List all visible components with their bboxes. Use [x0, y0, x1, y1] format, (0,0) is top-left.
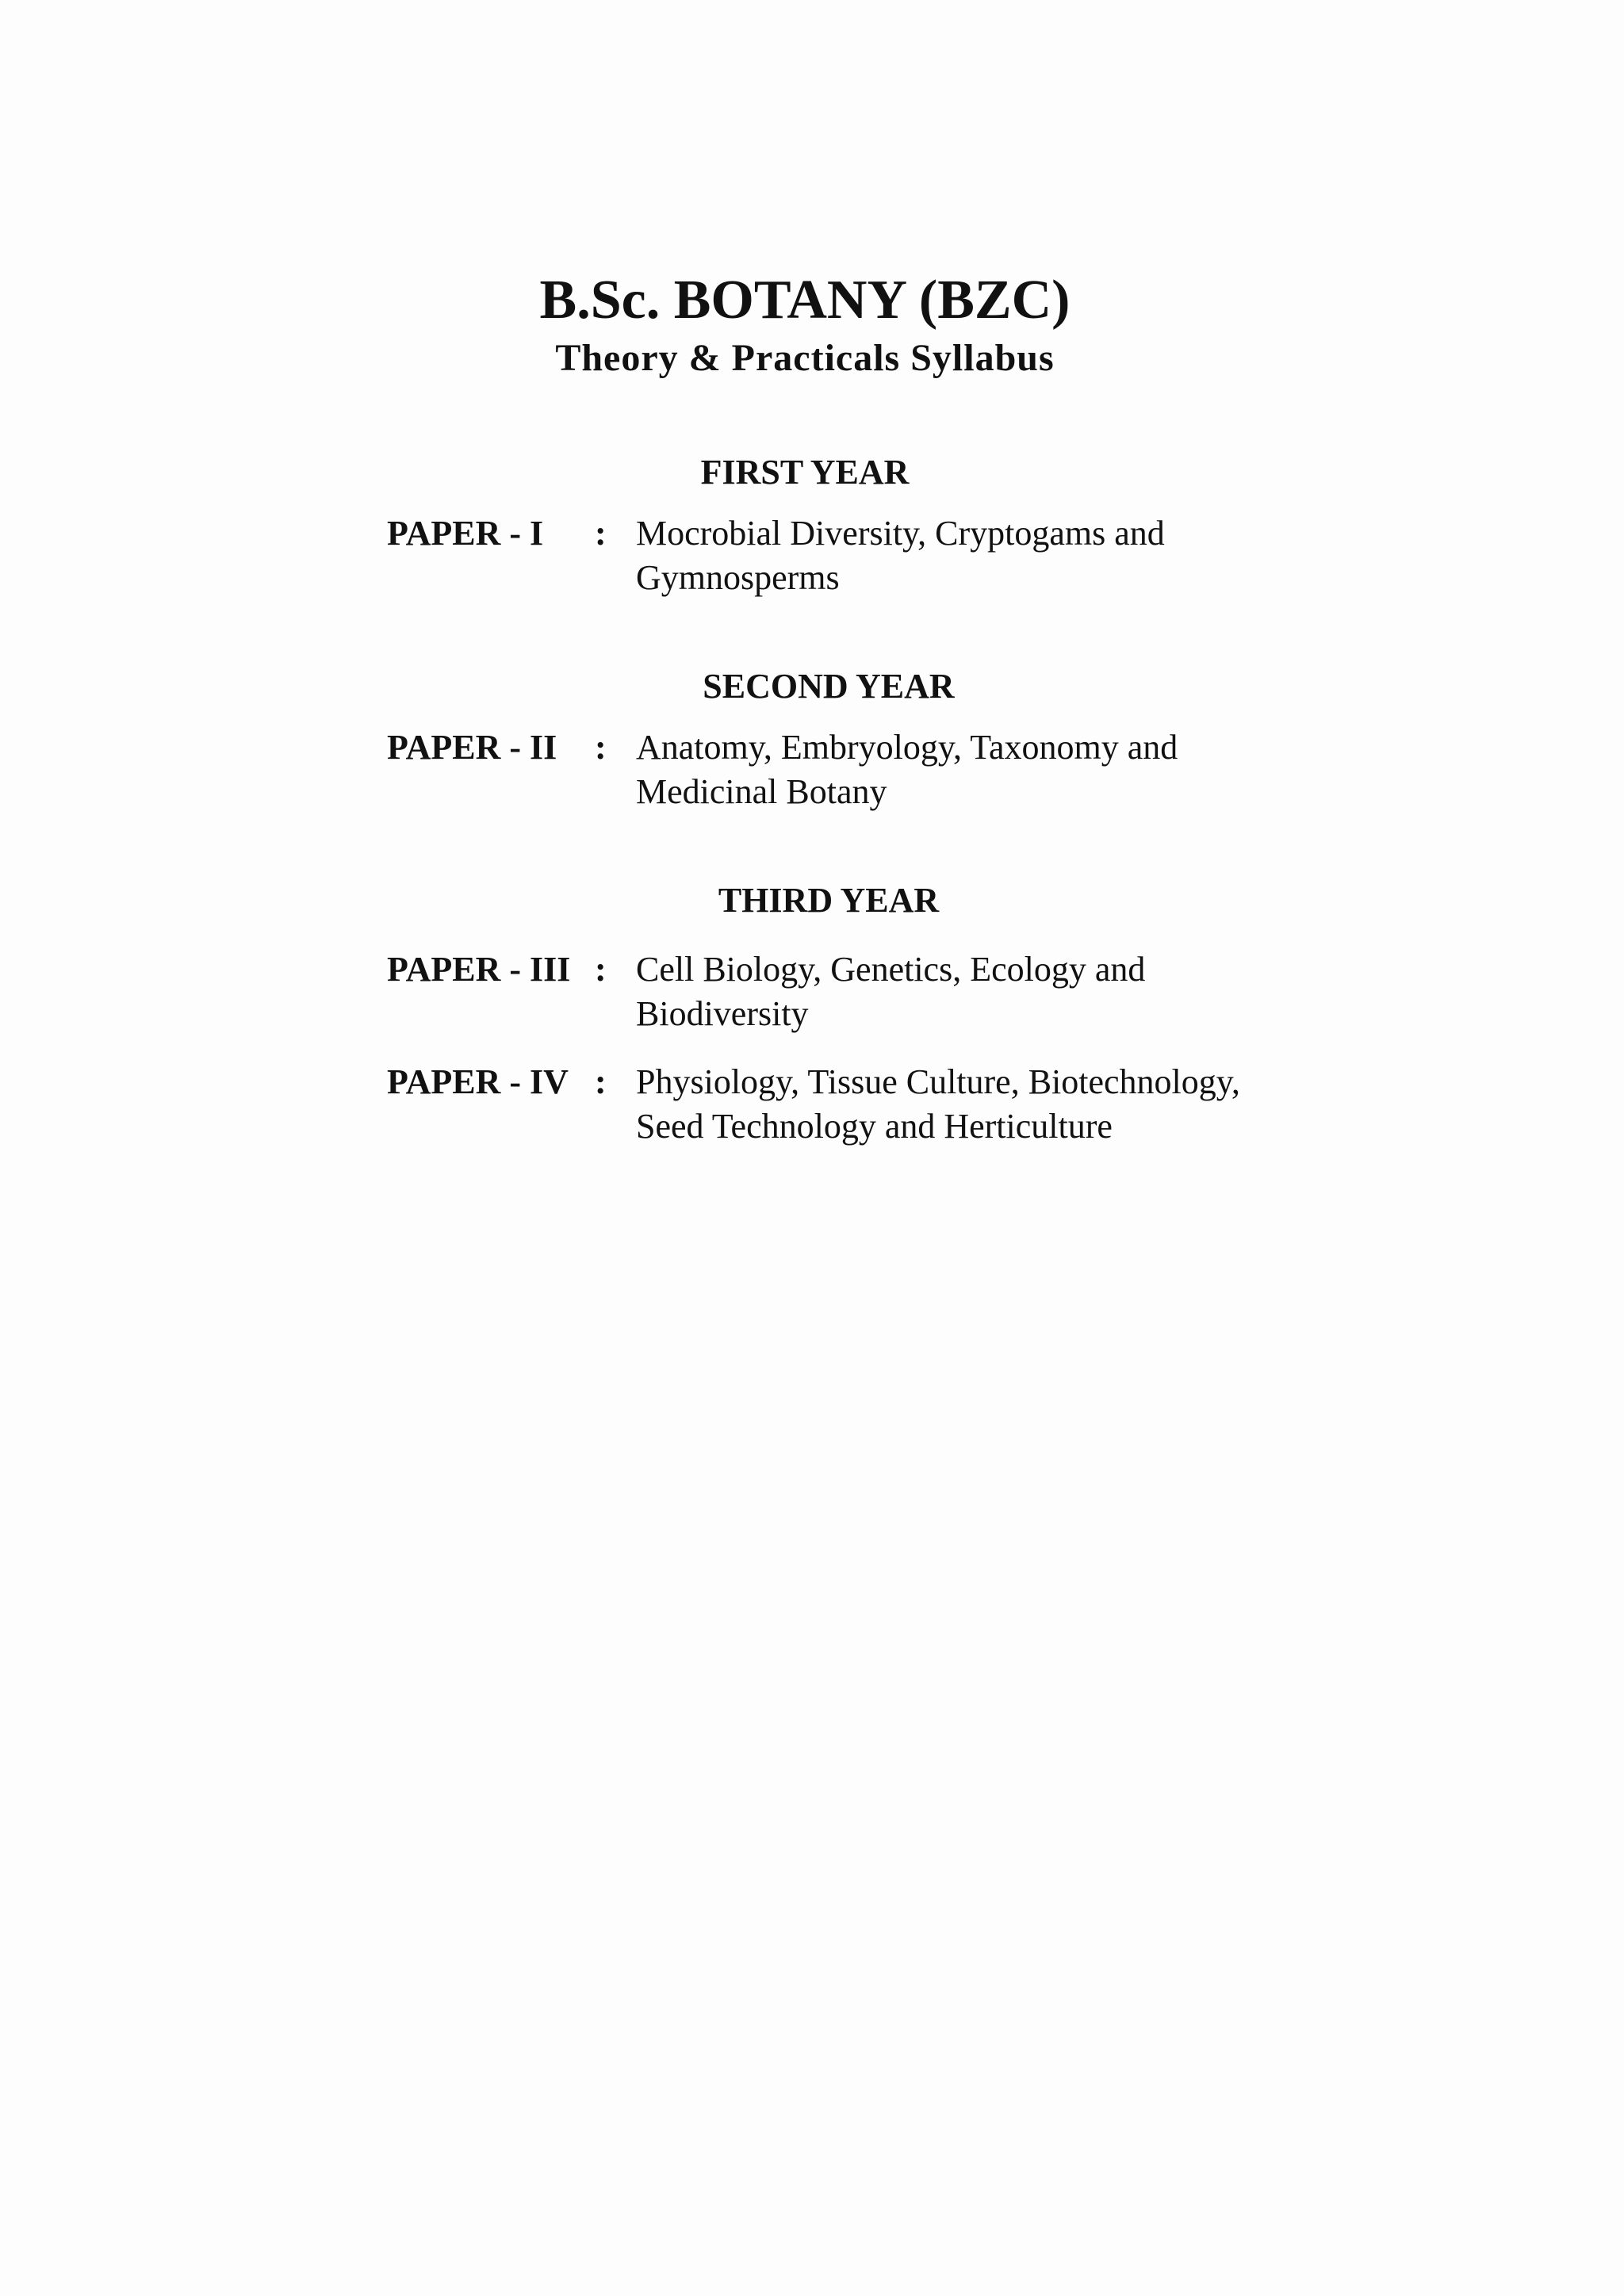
paper-description: [636, 947, 1334, 1036]
paper-label: PAPER - II: [387, 728, 557, 767]
document-subtitle: Theory & Practicals Syllabus: [555, 337, 1055, 379]
year-heading-first: FIRST YEAR: [700, 453, 910, 492]
paper-label: PAPER - IV: [387, 1062, 569, 1101]
paper-separator: :: [595, 728, 607, 767]
paper-entry-4: [387, 1060, 1339, 1155]
paper-label: PAPER - III: [387, 950, 571, 989]
paper-entry-1: [387, 511, 1339, 607]
year-heading-third: THIRD YEAR: [718, 881, 940, 920]
paper-description-line: Mocrobial Diversity, Cryptogams and: [636, 514, 1165, 553]
paper-separator: :: [595, 514, 607, 553]
paper-description-line: Seed Technology and Herticulture: [636, 1107, 1113, 1146]
paper-entry-3: [387, 947, 1339, 1043]
paper-description-line: Cell Biology, Genetics, Ecology and: [636, 950, 1146, 989]
paper-description: [636, 1060, 1334, 1149]
paper-label: PAPER - I: [387, 514, 544, 553]
year-heading-second: SECOND YEAR: [703, 667, 955, 706]
paper-description-line: Gymnosperms: [636, 558, 840, 597]
paper-separator: :: [595, 1062, 607, 1101]
paper-description-line: Anatomy, Embryology, Taxonomy and: [636, 728, 1178, 767]
paper-separator: :: [595, 950, 607, 989]
paper-description: [636, 511, 1334, 600]
paper-description-line: Physiology, Tissue Culture, Biotechnology,: [636, 1062, 1240, 1101]
document-title: B.Sc. BOTANY (BZC): [539, 270, 1071, 331]
paper-description: [636, 725, 1334, 814]
paper-description-line: Medicinal Botany: [636, 772, 887, 811]
paper-entry-2: [387, 725, 1339, 821]
paper-description-line: Biodiversity: [636, 994, 809, 1033]
